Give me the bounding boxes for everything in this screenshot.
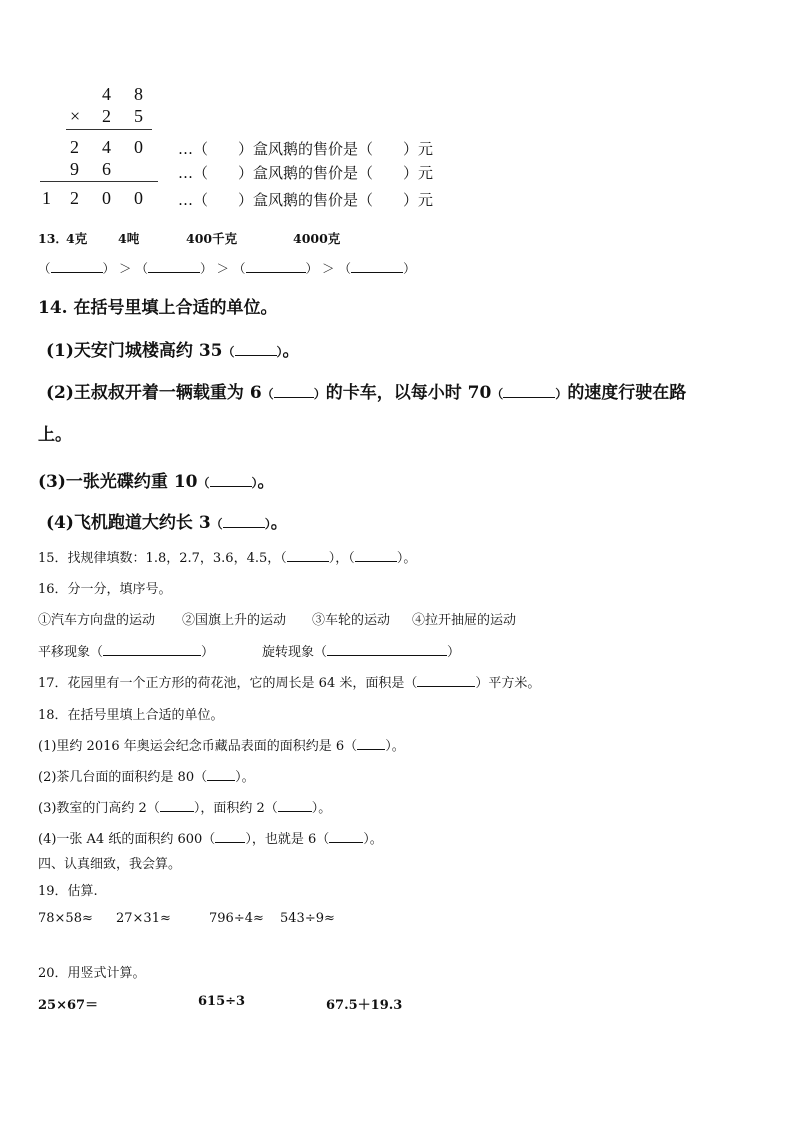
multiplication-line [66, 129, 152, 130]
sum-line [40, 181, 158, 182]
paren: ） [305, 261, 319, 276]
q14-part4: (4)飞机跑道大约长 3（ ）。 [46, 513, 288, 533]
digit: 0 [102, 188, 111, 208]
digit: 2 [70, 188, 79, 208]
q13-blank[interactable] [246, 260, 306, 273]
q16-blank[interactable] [327, 643, 447, 656]
question-17: 17．花园里有一个正方形的荷花池，它的周长是 64 米，面积是（ ）平方米。 [38, 676, 541, 691]
q18-part1: (1)里约 2016 年奥运会纪念币藏品表面的面积约是 6（ ）。 [38, 739, 405, 754]
paren: （ [135, 261, 149, 276]
q16-blank[interactable] [103, 643, 201, 656]
gt-sign: ＞ [119, 261, 132, 276]
q18-blank[interactable] [278, 799, 312, 812]
q20-item: 615÷3 [198, 994, 246, 1009]
q13-number: 13． [38, 231, 68, 246]
q13-blank[interactable] [351, 260, 403, 273]
q16-option: ④拉开抽屉的运动 [412, 613, 517, 628]
paren: （ [38, 261, 51, 276]
digit: 5 [134, 106, 143, 126]
digit: 6 [102, 159, 111, 179]
q19-item: 796÷4≈ [209, 911, 264, 926]
q15-blank[interactable] [355, 549, 397, 562]
digit: 8 [134, 84, 143, 104]
q16-rotation-row: 旋转现象（ ） [262, 645, 461, 660]
digit: 1 [42, 188, 51, 208]
q13-item: 4克 [66, 231, 88, 246]
q16-option: ③车轮的运动 [312, 613, 391, 628]
q13-item: 4吨 [118, 231, 140, 246]
q14-title: 14. 在括号里填上合适的单位。 [38, 298, 278, 318]
partial1-note: …（ ）盒风鹅的售价是（ ）元 [178, 140, 434, 158]
paren: ） [200, 261, 213, 276]
digit: 0 [134, 188, 143, 208]
digit: 9 [70, 159, 79, 179]
digit: 4 [102, 84, 111, 104]
partial2-note: …（ ）盒风鹅的售价是（ ）元 [178, 164, 434, 182]
q19-item: 27×31≈ [116, 911, 171, 926]
digit: 4 [102, 137, 111, 157]
gt-sign: ＞ [216, 261, 230, 276]
q14-part3: (3)一张光碟约重 10（ ）。 [38, 472, 275, 492]
q16-title: 16．分一分，填序号。 [38, 582, 172, 597]
q13-item: 4000克 [293, 231, 341, 246]
paren: ） [102, 261, 116, 276]
q19-item: 543÷9≈ [280, 911, 335, 926]
q16-option: ①汽车方向盘的运动 [38, 613, 156, 628]
section-4-heading: 四、认真细致，我会算。 [38, 857, 182, 872]
result-note: …（ ）盒风鹅的售价是（ ）元 [178, 191, 434, 209]
q18-part2: (2)茶几台面的面积约是 80（ ）。 [38, 770, 255, 785]
gt-sign: ＞ [322, 261, 335, 276]
q20-item: 25×67＝ [38, 998, 99, 1013]
digit: 0 [134, 137, 143, 157]
q14-blank[interactable] [235, 343, 277, 356]
q17-blank[interactable] [417, 674, 475, 687]
q18-blank[interactable] [215, 830, 245, 843]
q14-blank[interactable] [210, 474, 252, 487]
q19-title: 19．估算. [38, 884, 98, 899]
q14-part1: (1)天安门城楼高约 35（ ）。 [46, 341, 300, 361]
q16-option: ②国旗上升的运动 [182, 613, 287, 628]
q14-blank[interactable] [503, 385, 555, 398]
q18-blank[interactable] [357, 737, 385, 750]
digit: 2 [102, 106, 111, 126]
q16-translation-row: 平移现象（ ） [38, 645, 215, 660]
q14-part2-cont: 上。 [38, 425, 72, 445]
question-15: 15．找规律填数：1.8，2.7，3.6，4.5，（ ），（ ）。 [38, 551, 417, 566]
q18-blank[interactable] [329, 830, 363, 843]
q18-part3: (3)教室的门高约 2（ ），面积约 2（ ）。 [38, 801, 332, 816]
paren: （ [233, 261, 246, 276]
q14-blank[interactable] [274, 385, 314, 398]
digit: 2 [70, 137, 79, 157]
paren: （ [338, 261, 352, 276]
q20-title: 20．用竖式计算。 [38, 966, 146, 981]
q13-item: 400千克 [186, 231, 238, 246]
q18-part4: (4)一张 A4 纸的面积约 600（ ），也就是 6（ ）。 [38, 832, 383, 847]
q20-item: 67.5＋19.3 [326, 998, 403, 1013]
times-sign: × [70, 106, 81, 126]
q13-blank[interactable] [148, 260, 200, 273]
q15-blank[interactable] [287, 549, 329, 562]
q18-blank[interactable] [160, 799, 194, 812]
q19-item: 78×58≈ [38, 911, 93, 926]
q18-title: 18．在括号里填上合适的单位。 [38, 708, 224, 723]
q14-part2: (2)王叔叔开着一辆载重为 6（ ）的卡车，以每小时 70（ ）的速度行驶在路 [46, 383, 687, 403]
q14-blank[interactable] [223, 515, 265, 528]
q13-blank[interactable] [51, 260, 103, 273]
q18-blank[interactable] [207, 768, 235, 781]
q13-answer-row [38, 259, 416, 277]
paren: ） [403, 261, 416, 276]
